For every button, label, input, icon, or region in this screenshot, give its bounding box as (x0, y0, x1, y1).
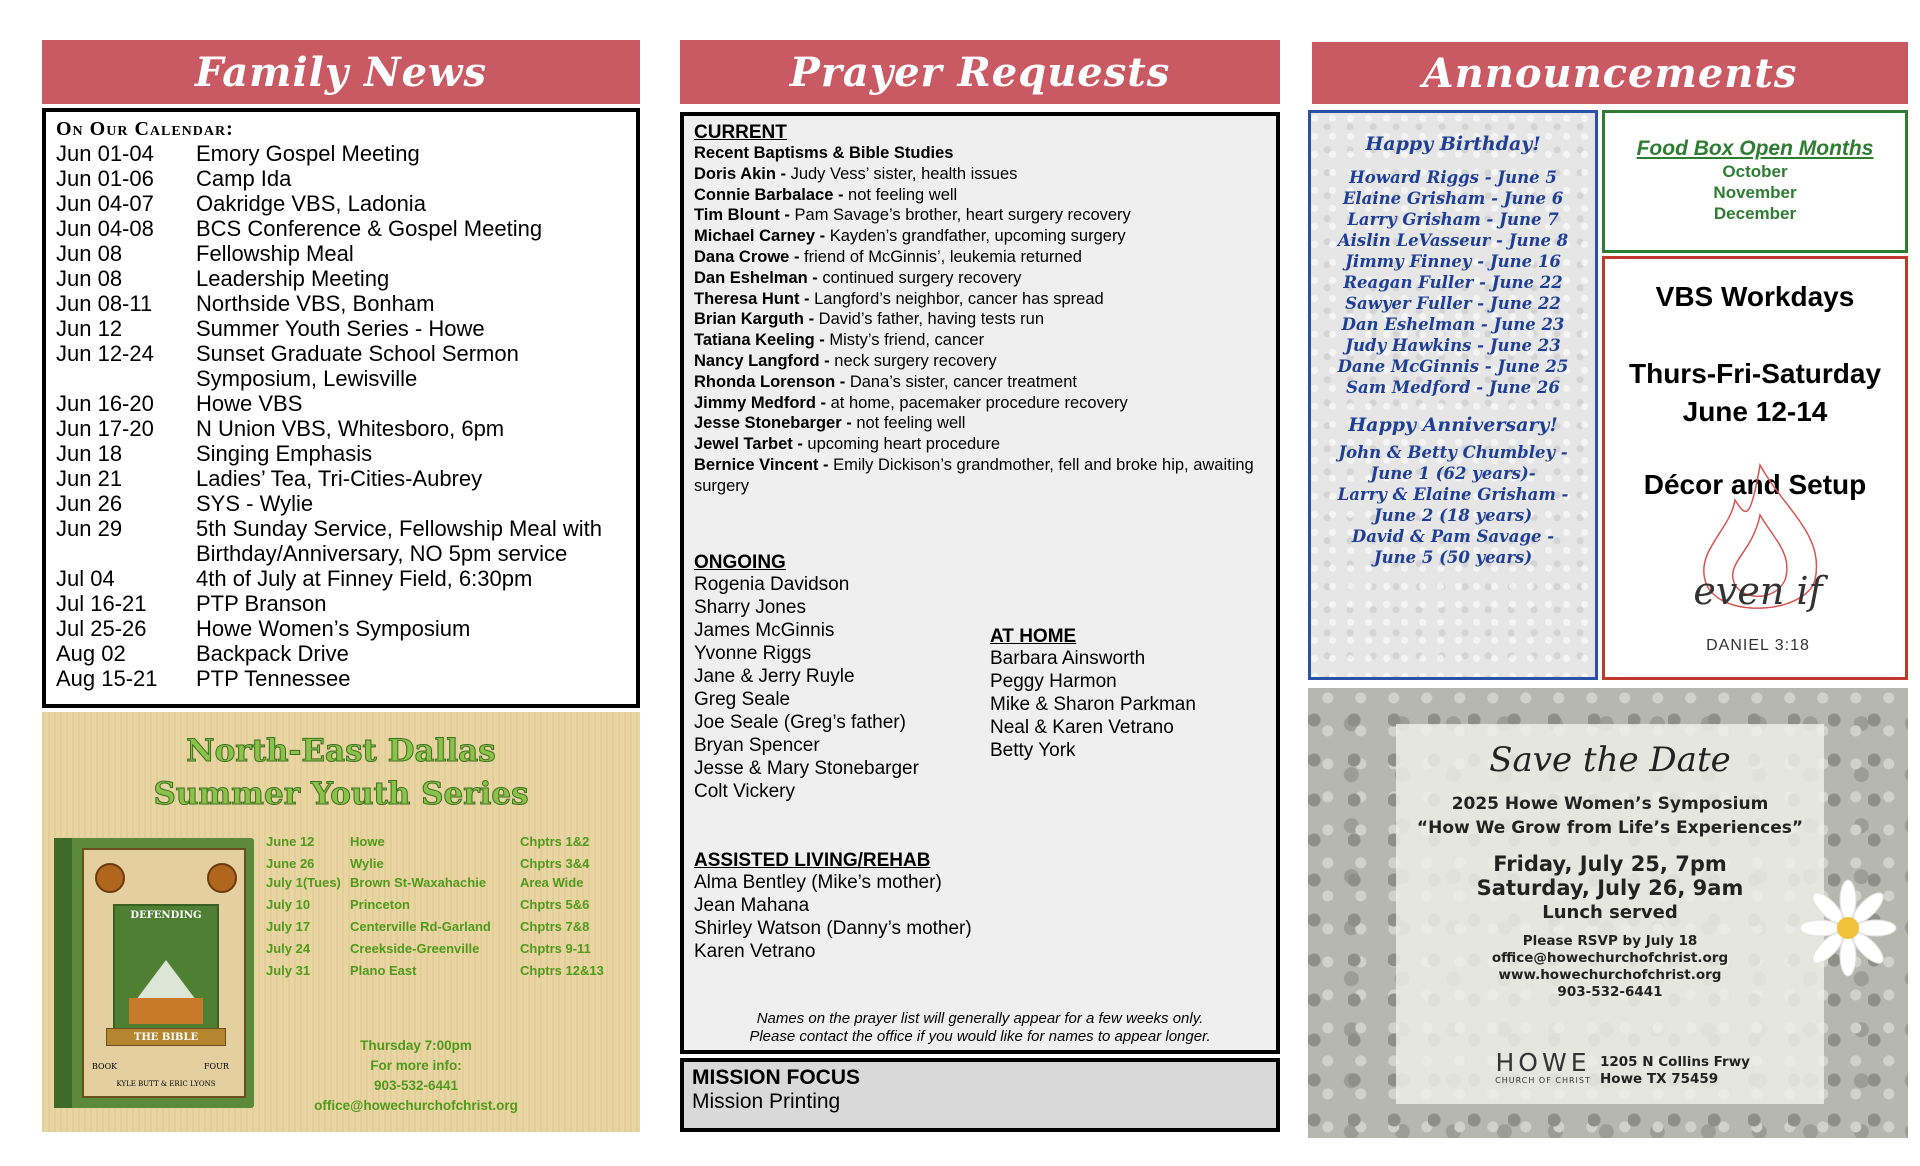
athome-item: Neal & Karen Vetrano (990, 717, 1174, 738)
prayer-name: Jesse Stonebarger - (694, 414, 852, 433)
calendar-event: Summer Youth Series - Howe (196, 316, 485, 341)
calendar-event: Leadership Meeting (196, 266, 390, 291)
save-the-date-card (1396, 724, 1824, 1104)
anniversary-item: June 1 (62 years)- (1370, 464, 1536, 483)
calendar-date (56, 541, 196, 566)
calendar-event: PTP Tennessee (196, 666, 351, 691)
calendar-date: Aug 15-21 (56, 666, 158, 691)
prayer-name: Connie Barbalace - (694, 185, 844, 204)
calendar-row (56, 566, 626, 591)
book-label: BOOK (92, 1062, 118, 1071)
assisted-section (694, 850, 1254, 963)
save-phone: 903-532-6441 (1557, 984, 1663, 1000)
anniversary-item: David & Pam Savage - (1351, 527, 1555, 546)
prayer-note: Pam Savage’s brother, heart surgery recovery (789, 206, 1131, 225)
daisy-flower-icon (1798, 878, 1898, 978)
save-rsvp: Please RSVP by July 18 (1522, 933, 1698, 949)
assisted-item: Jean Mahana (694, 895, 810, 916)
prayer-note: Dana’s sister, cancer treatment (845, 372, 1077, 391)
birthday-item: Sam Medford - June 26 (1346, 378, 1560, 397)
prayer-note: friend of McGinnis’, leukemia returned (799, 247, 1082, 266)
calendar-date: Jun 04-07 (56, 191, 154, 216)
church-address-line2: Howe TX 75459 (1600, 1071, 1719, 1087)
church-logo-sub: CHURCH OF CHRIST (1495, 1076, 1591, 1085)
ongoing-item: Jesse & Mary Stonebarger (694, 758, 919, 779)
calendar-event: Backpack Drive (196, 641, 349, 666)
athome-item: Peggy Harmon (990, 671, 1117, 692)
prayer-note: Kayden’s grandfather, upcoming surgery (825, 227, 1126, 246)
calendar-list (56, 141, 626, 691)
ongoing-item: James McGinnis (694, 620, 835, 641)
church-logo-name: HOWE (1495, 1048, 1591, 1077)
summer-youth-series-flyer (42, 712, 640, 1132)
prayer-note: not feeling well (843, 185, 958, 204)
prayer-current-item (694, 455, 1266, 497)
sys-place: Plano East (350, 963, 417, 978)
athome-item: Mike & Sharon Parkman (990, 694, 1196, 715)
prayer-name: Brian Karguth - (694, 310, 815, 329)
ongoing-item: Joe Seale (Greg’s father) (694, 712, 906, 733)
birthday-item: Jimmy Finney - June 16 (1345, 252, 1561, 271)
prayer-name: Michael Carney - (694, 227, 826, 246)
prayer-note: Judy Vess’ sister, health issues (785, 164, 1018, 183)
anniversary-item: June 2 (18 years) (1373, 506, 1533, 525)
prayer-current-item (694, 289, 1266, 310)
book-face (82, 848, 246, 1098)
assisted-heading: ASSISTED LIVING/REHAB (694, 850, 931, 871)
calendar-date: Jun 04-08 (56, 216, 154, 241)
calendar-date: Jun 21 (56, 466, 123, 491)
sys-chapters: Chptrs 1&2 (520, 834, 590, 849)
calendar-event: Northside VBS, Bonham (196, 291, 435, 316)
anniversary-heading: Happy Anniversary! (1348, 414, 1558, 436)
calendar-row (56, 616, 626, 641)
sys-date: July 17 (266, 919, 311, 934)
calendar-row (56, 141, 626, 166)
prayer-current-item (694, 413, 1266, 434)
calendar-date (56, 366, 196, 391)
calendar-date: Jun 17-20 (56, 416, 154, 441)
calendar-date: Jun 18 (56, 441, 123, 466)
calendar-row (56, 666, 626, 691)
calendar-row (56, 166, 626, 191)
save-title: Save the Date (1489, 740, 1731, 780)
birthday-item: Judy Hawkins - June 23 (1345, 336, 1561, 355)
calendar-date: Jun 01-06 (56, 166, 154, 191)
assisted-item: Shirley Watson (Danny’s mother) (694, 918, 972, 939)
save-theme: “How We Grow from Life’s Experiences” (1416, 818, 1804, 838)
book-authors: KYLE BUTT & ERIC LYONS (116, 1080, 216, 1088)
book-cover (54, 838, 254, 1108)
prayer-name: Jewel Tarbet - (694, 435, 803, 454)
calendar-event: Fellowship Meal (196, 241, 354, 266)
calendar-row (56, 266, 626, 291)
sys-date: July 1(Tues) (266, 875, 341, 890)
calendar-event: 5th Sunday Service, Fellowship Meal with (196, 516, 602, 541)
athome-item: Barbara Ainsworth (990, 648, 1146, 669)
calendar-event: 4th of July at Finney Field, 6:30pm (196, 566, 533, 591)
birthday-heading: Happy Birthday! (1365, 133, 1541, 155)
save-the-date-flyer (1308, 688, 1908, 1138)
sys-chapters: Chptrs 9-11 (520, 941, 591, 956)
birthday-item: Dane McGinnis - June 25 (1337, 357, 1569, 376)
calendar-event: Sunset Graduate School Sermon (196, 341, 519, 366)
prayer-current-item (694, 372, 1266, 393)
prayer-note-line2: Please contact the office if you would like for names to appear longer. (749, 1028, 1211, 1045)
sys-schedule (266, 834, 636, 979)
calendar-row (56, 241, 626, 266)
food-box-month: November (1713, 183, 1797, 202)
mission-heading: MISSION FOCUS (692, 1066, 861, 1089)
prayer-current-item (694, 434, 1266, 455)
current-subheading: Recent Baptisms & Bible Studies (694, 144, 954, 162)
birthday-item: Dan Eshelman - June 23 (1341, 315, 1565, 334)
prayer-name: Tatiana Keeling - (694, 331, 825, 350)
ongoing-item: Colt Vickery (694, 781, 796, 802)
mission-text: Mission Printing (692, 1090, 841, 1113)
calendar-date: Jun 08-11 (56, 291, 153, 316)
save-saturday: Saturday, July 26, 9am (1476, 876, 1744, 900)
sys-chapters: Area Wide (520, 875, 584, 890)
ongoing-item: Yvonne Riggs (694, 643, 812, 664)
prayer-requests-header (680, 40, 1280, 104)
sys-footer (266, 1036, 566, 1116)
prayer-note-line1: Names on the prayer list will generally appear for a few weeks only. (756, 1010, 1204, 1027)
prayer-name: Theresa Hunt - (694, 289, 810, 308)
athome-list (990, 647, 1270, 762)
sys-schedule-row (266, 897, 636, 913)
calendar-date: Jul 25-26 (56, 616, 147, 641)
birthday-list (1311, 167, 1595, 398)
save-friday: Friday, July 25, 7pm (1493, 852, 1727, 876)
calendar-row (56, 441, 626, 466)
prayer-current-item (694, 226, 1266, 247)
calendar-title: On Our Calendar: (56, 118, 234, 140)
calendar-event: Birthday/Anniversary, NO 5pm service (196, 541, 568, 566)
sys-schedule-row (266, 875, 636, 891)
prayer-requests-title: Prayer Requests (789, 48, 1171, 96)
ongoing-item: Sharry Jones (694, 597, 806, 618)
church-address (1600, 1054, 1750, 1088)
prayer-name: Jimmy Medford - (694, 393, 827, 412)
calendar-row (56, 291, 626, 316)
prayer-note: at home, pacemaker procedure recovery (826, 393, 1128, 412)
vbs-dates: June 12-14 (1682, 396, 1828, 427)
vbs-workdays-notice (1602, 256, 1908, 680)
sys-title-line2: Summer Youth Series (153, 776, 529, 812)
vbs-logo-text: even if (1693, 569, 1823, 613)
birthday-item: Elaine Grisham - June 6 (1342, 189, 1564, 208)
prayer-note: not feeling well (851, 414, 966, 433)
prayer-note: Misty’s friend, cancer (824, 331, 985, 350)
calendar-row (56, 516, 626, 541)
athome-section (990, 626, 1270, 762)
prayer-name: Dan Eshelman - (694, 268, 818, 287)
assisted-list (694, 871, 1254, 963)
prayer-note: David’s father, having tests run (814, 310, 1044, 329)
prayer-note: continued surgery recovery (817, 268, 1022, 287)
birthday-item: Sawyer Fuller - June 22 (1345, 294, 1561, 313)
calendar-row (56, 366, 626, 391)
calendar-row (56, 316, 626, 341)
sys-place: Wylie (350, 856, 384, 871)
sys-chapters: Chptrs 3&4 (520, 856, 590, 871)
sys-time: Thursday 7:00pm (360, 1038, 472, 1053)
sys-date: June 12 (266, 834, 315, 849)
vbs-verse: DANIEL 3:18 (1706, 637, 1810, 654)
ongoing-section (694, 552, 984, 803)
current-list (694, 164, 1266, 497)
church-address-line1: 1205 N Collins Frwy (1600, 1054, 1750, 1070)
calendar-event: Emory Gospel Meeting (196, 141, 420, 166)
calendar-date: Jun 29 (56, 516, 123, 541)
calendar-date: Jul 16-21 (56, 591, 147, 616)
prayer-note: Emily Dickison’s grandmother, fell and broke hip, awaiting surgery (694, 455, 1254, 495)
birthday-item: Howard Riggs - June 5 (1349, 168, 1557, 187)
prayer-name: Dana Crowe - (694, 247, 800, 266)
prayer-note: upcoming heart procedure (802, 435, 1001, 454)
book-banner: THE BIBLE (106, 1028, 226, 1046)
ongoing-heading: ONGOING (694, 552, 786, 573)
prayer-current-item (694, 247, 1266, 268)
food-box-month: December (1713, 204, 1797, 223)
prayer-name: Doris Akin - (694, 164, 786, 183)
athome-heading: AT HOME (990, 626, 1077, 647)
calendar-row (56, 491, 626, 516)
prayer-current-item (694, 393, 1266, 414)
sys-phone: 903-532-6441 (373, 1078, 459, 1093)
vbs-decor: Décor and Setup (1643, 469, 1867, 500)
prayer-note: neck surgery recovery (829, 351, 997, 370)
prayer-current-item (694, 268, 1266, 289)
prayer-current-item (694, 185, 1266, 206)
sys-chapters: Chptrs 12&13 (520, 963, 604, 978)
sys-place: Creekside-Greenville (350, 941, 480, 956)
calendar-row (56, 416, 626, 441)
calendar-event: Symposium, Lewisville (196, 366, 418, 391)
prayer-name: Tim Blount - (694, 206, 790, 225)
calendar-row (56, 466, 626, 491)
assisted-item: Alma Bentley (Mike’s mother) (694, 872, 942, 893)
calendar-date: Jun 26 (56, 491, 123, 516)
calendar-event: Ladies’ Tea, Tri-Cities-Aubrey (196, 466, 483, 491)
ongoing-list (694, 573, 984, 803)
sys-schedule-row (266, 919, 636, 935)
sys-date: June 26 (266, 856, 315, 871)
sys-schedule-row (266, 963, 636, 979)
birthday-item: Larry Grisham - June 7 (1347, 210, 1559, 229)
calendar-event: Howe Women’s Symposium (196, 616, 471, 641)
book-number: FOUR (204, 1062, 229, 1071)
book-open-bible (129, 998, 203, 1024)
calendar-date: Jun 08 (56, 241, 123, 266)
sys-schedule-row (266, 941, 636, 957)
ongoing-item: Jane & Jerry Ruyle (694, 666, 855, 687)
calendar-date: Jun 01-04 (56, 141, 154, 166)
book-emblem-right (208, 864, 236, 892)
sys-place: Centerville Rd-Garland (350, 919, 491, 934)
book-emblem-left (96, 864, 124, 892)
sys-date: July 24 (266, 941, 311, 956)
calendar-date: Jun 12 (56, 316, 123, 341)
current-heading: CURRENT (694, 122, 787, 143)
birthday-item: Reagan Fuller - June 22 (1343, 273, 1563, 292)
calendar-date: Jun 08 (56, 266, 123, 291)
birthday-anniversary-box (1308, 110, 1598, 680)
anniversary-item: Larry & Elaine Grisham - (1337, 485, 1569, 504)
calendar-event: SYS - Wylie (196, 491, 314, 516)
vbs-title: VBS Workdays (1655, 281, 1855, 312)
birthday-item: Aislin LeVasseur - June 8 (1337, 231, 1569, 250)
sys-chapters: Chptrs 5&6 (520, 897, 590, 912)
calendar-event: N Union VBS, Whitesboro, 6pm (196, 416, 505, 441)
vbs-days: Thurs-Fri-Saturday (1628, 358, 1882, 389)
anniversary-item: June 5 (50 years) (1373, 548, 1533, 567)
calendar-row (56, 591, 626, 616)
calendar-box (42, 108, 640, 708)
calendar-date: Jul 04 (56, 566, 115, 591)
prayer-box (680, 112, 1280, 1054)
anniversary-item: John & Betty Chumbley - (1338, 443, 1568, 462)
calendar-row (56, 216, 626, 241)
prayer-note: Langford’s neighbor, cancer has spread (809, 289, 1104, 308)
calendar-row (56, 541, 626, 566)
calendar-event: Oakridge VBS, Ladonia (196, 191, 426, 216)
prayer-current-item (694, 309, 1266, 330)
prayer-current-item (694, 330, 1266, 351)
mission-focus-box (680, 1058, 1280, 1132)
sys-info-label: For more info: (370, 1058, 462, 1073)
ongoing-item: Bryan Spencer (694, 735, 820, 756)
food-box-months (1605, 161, 1905, 224)
calendar-date: Aug 02 (56, 641, 126, 666)
save-event: 2025 Howe Women’s Symposium (1451, 794, 1769, 814)
book-top-text: DEFENDING (130, 910, 202, 921)
sys-date: July 10 (266, 897, 311, 912)
calendar-date: Jun 16-20 (56, 391, 154, 416)
sys-email[interactable]: office@howechurchofchrist.org (314, 1098, 518, 1113)
family-news-header (42, 40, 640, 104)
anniversary-list (1311, 442, 1595, 568)
sys-chapters: Chptrs 7&8 (520, 919, 590, 934)
calendar-row (56, 391, 626, 416)
save-email[interactable]: office@howechurchofchrist.org (1491, 950, 1729, 966)
sys-place: Princeton (350, 897, 410, 912)
prayer-name: Bernice Vincent - (694, 455, 829, 474)
prayer-current-item (694, 351, 1266, 372)
food-box-month: October (1722, 162, 1788, 181)
sys-schedule-row (266, 834, 636, 850)
calendar-event: Singing Emphasis (196, 441, 373, 466)
prayer-name: Rhonda Lorenson - (694, 372, 846, 391)
announcements-header (1312, 42, 1908, 104)
sys-date: July 31 (266, 963, 311, 978)
calendar-event: BCS Conference & Gospel Meeting (196, 216, 543, 241)
sys-title-line1: North-East Dallas (186, 733, 496, 769)
athome-item: Betty York (990, 740, 1076, 761)
calendar-event: Howe VBS (196, 391, 303, 416)
save-lunch: Lunch served (1542, 902, 1678, 923)
prayer-current-item (694, 205, 1266, 226)
calendar-row (56, 191, 626, 216)
sys-schedule-row (266, 856, 636, 872)
announcements-title: Announcements (1422, 49, 1798, 97)
food-box-notice (1602, 110, 1908, 253)
church-logo (1488, 1050, 1598, 1085)
ongoing-item: Rogenia Davidson (694, 574, 850, 595)
calendar-event: Camp Ida (196, 166, 292, 191)
sys-place: Howe (350, 834, 385, 849)
assisted-item: Karen Vetrano (694, 941, 816, 962)
book-spine (54, 838, 72, 1108)
calendar-event: PTP Branson (196, 591, 327, 616)
save-website[interactable]: www.howechurchofchrist.org (1498, 967, 1722, 983)
prayer-current-item (694, 164, 1266, 185)
calendar-row (56, 641, 626, 666)
prayer-note (694, 1010, 1266, 1046)
food-box-title: Food Box Open Months (1636, 137, 1874, 160)
family-news-title: Family News (195, 48, 487, 96)
calendar-date: Jun 12-24 (56, 341, 154, 366)
ongoing-item: Greg Seale (694, 689, 791, 710)
prayer-name: Nancy Langford - (694, 351, 830, 370)
calendar-row (56, 341, 626, 366)
sys-place: Brown St-Waxahachie (350, 875, 487, 890)
